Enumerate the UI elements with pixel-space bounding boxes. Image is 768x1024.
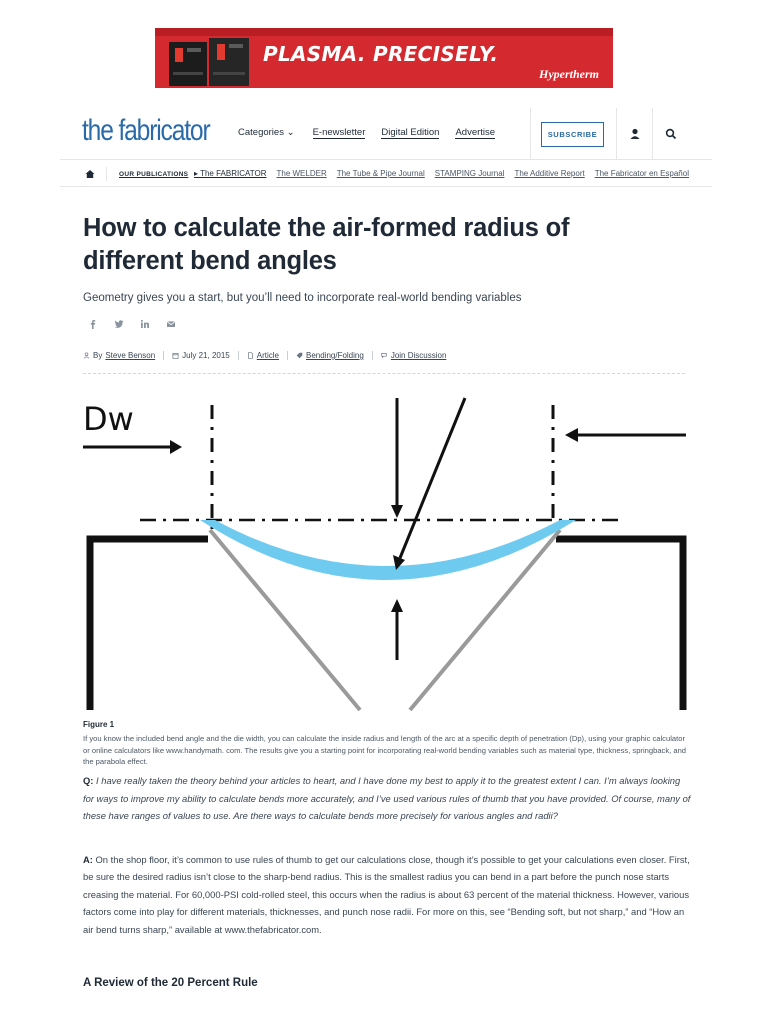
user-icon[interactable] bbox=[626, 125, 644, 143]
meta-author: By Steve Benson bbox=[83, 351, 155, 360]
twitter-icon[interactable] bbox=[114, 319, 124, 329]
article-subtitle: Geometry gives you a start, but you’ll need to incorporate real-world bending variables bbox=[83, 292, 522, 304]
meta-divider bbox=[287, 351, 288, 360]
nav-e-newsletter[interactable]: E-newsletter bbox=[312, 127, 366, 138]
publication-the-fabricator[interactable]: ▸ The FABRICATOR bbox=[194, 169, 267, 178]
calendar-icon bbox=[172, 352, 179, 359]
a-label: A: bbox=[83, 854, 93, 865]
question-paragraph bbox=[83, 772, 693, 825]
category-link[interactable]: Bending/Folding bbox=[305, 351, 364, 360]
comments-icon bbox=[381, 352, 388, 359]
meta-type bbox=[247, 351, 279, 360]
article-type-link[interactable]: Article bbox=[256, 351, 279, 360]
answer-paragraph bbox=[83, 851, 693, 938]
figure-title: Figure 1 bbox=[83, 720, 115, 729]
nav-advertise[interactable]: Advertise bbox=[455, 127, 496, 138]
search-icon[interactable] bbox=[662, 125, 680, 143]
nav-digital-edition[interactable]: Digital Edition bbox=[381, 127, 440, 138]
nav-categories[interactable]: Categories ⌄ bbox=[238, 127, 295, 138]
tag-icon bbox=[296, 352, 303, 359]
right-arrow-head bbox=[565, 428, 578, 442]
publication-fabricator-espanol[interactable]: The Fabricator en Español bbox=[594, 169, 689, 178]
subscribe-button[interactable]: SUBSCRIBE bbox=[541, 122, 604, 147]
meta-divider bbox=[163, 351, 164, 360]
figure-caption: If you know the included bend angle and the die width, you can calculate the inside radius and length of the arc at a specific depth of penetration (Dp), using your graphic calculator or online calculators like www.handymath. com. The results give you a starting point for incorporating real-world bending variables such as material type, thickness, springback, and the parabola effect. bbox=[83, 734, 687, 766]
email-icon[interactable] bbox=[166, 319, 176, 329]
linkedin-icon[interactable] bbox=[140, 319, 150, 329]
publications-divider bbox=[106, 167, 107, 181]
meta-divider bbox=[372, 351, 373, 360]
meta-divider-line bbox=[83, 373, 685, 374]
home-icon[interactable] bbox=[84, 168, 96, 180]
author-link[interactable]: Steve Benson bbox=[105, 351, 156, 360]
meta-date: July 21, 2015 bbox=[172, 351, 230, 360]
main-nav bbox=[238, 127, 511, 139]
publications-list bbox=[194, 169, 689, 178]
ad-brand-logo: Hypertherm bbox=[539, 67, 599, 81]
meta-divider bbox=[238, 351, 239, 360]
site-header bbox=[60, 108, 712, 160]
meta-category bbox=[296, 351, 364, 360]
article-meta bbox=[83, 351, 446, 360]
publications-bar bbox=[60, 163, 712, 187]
thickness-arrow-head bbox=[391, 599, 403, 612]
figure-1-diagram bbox=[0, 380, 768, 715]
site-logo[interactable]: the fabricator bbox=[82, 114, 210, 147]
die-left-shoulder bbox=[90, 539, 208, 710]
header-divider bbox=[530, 108, 531, 160]
header-divider bbox=[616, 108, 617, 160]
document-icon bbox=[247, 352, 254, 359]
share-bar bbox=[88, 319, 176, 329]
die-right-shoulder bbox=[556, 539, 683, 710]
meta-discussion bbox=[381, 351, 447, 360]
question-text: I have really taken the theory behind your articles to heart, and I have done my best to apply it to the greatest extent I can. I’m always looking for ways to improve my ability to calculate bends more accurately, and I’ve used various rules of thumb that you have provided. Of course, many of these have ranges of values to use. Are there ways to calculate bends more precisely for various angles and radii? bbox=[83, 775, 691, 821]
author-icon bbox=[83, 352, 90, 359]
figure-label-dw: Dw bbox=[83, 400, 134, 438]
left-arrow-head bbox=[170, 440, 182, 454]
our-publications-label[interactable]: OUR PUBLICATIONS bbox=[119, 171, 189, 178]
answer-text: On the shop floor, it’s common to use rules of thumb to get our calculations close, though it’s possible to get your calculations even closer. First, be sure the desired radius isn’t close to the sharp-bend radius. This is the smallest radius you can bend in a part before the punch nose starts creasing the material. For 60,000-PSI cold-rolled steel, this occurs when the radius is about 63 percent of the material thickness. However, various factors come into play for different materials, thicknesses, and punch nose radii. For more on this, see “Bending soft, but not sharp,” and “How an air bend turns sharp,” available at www.thefabricator.com. bbox=[83, 854, 690, 935]
q-label: Q: bbox=[83, 775, 94, 786]
bend-arc bbox=[200, 520, 576, 580]
publication-additive-report[interactable]: The Additive Report bbox=[514, 169, 585, 178]
header-divider bbox=[652, 108, 653, 160]
article-title: How to calculate the air-formed radius of different bend angles bbox=[83, 214, 570, 275]
radius-arrow-line bbox=[400, 398, 465, 558]
publication-tube-pipe-journal[interactable]: The Tube & Pipe Journal bbox=[336, 169, 425, 178]
join-discussion-link[interactable]: Join Discussion bbox=[390, 351, 447, 360]
publication-the-welder[interactable]: The WELDER bbox=[276, 169, 327, 178]
ad-headline: PLASMA. PRECISELY. bbox=[263, 42, 499, 66]
facebook-icon[interactable] bbox=[88, 319, 98, 329]
publication-stamping-journal[interactable]: STAMPING Journal bbox=[434, 169, 505, 178]
section-heading: A Review of the 20 Percent Rule bbox=[83, 977, 258, 989]
plasma-machine-image bbox=[163, 32, 255, 88]
penetration-arrow-top-head bbox=[391, 505, 403, 518]
chevron-down-icon: ⌄ bbox=[286, 127, 295, 138]
ad-banner[interactable] bbox=[155, 28, 613, 88]
